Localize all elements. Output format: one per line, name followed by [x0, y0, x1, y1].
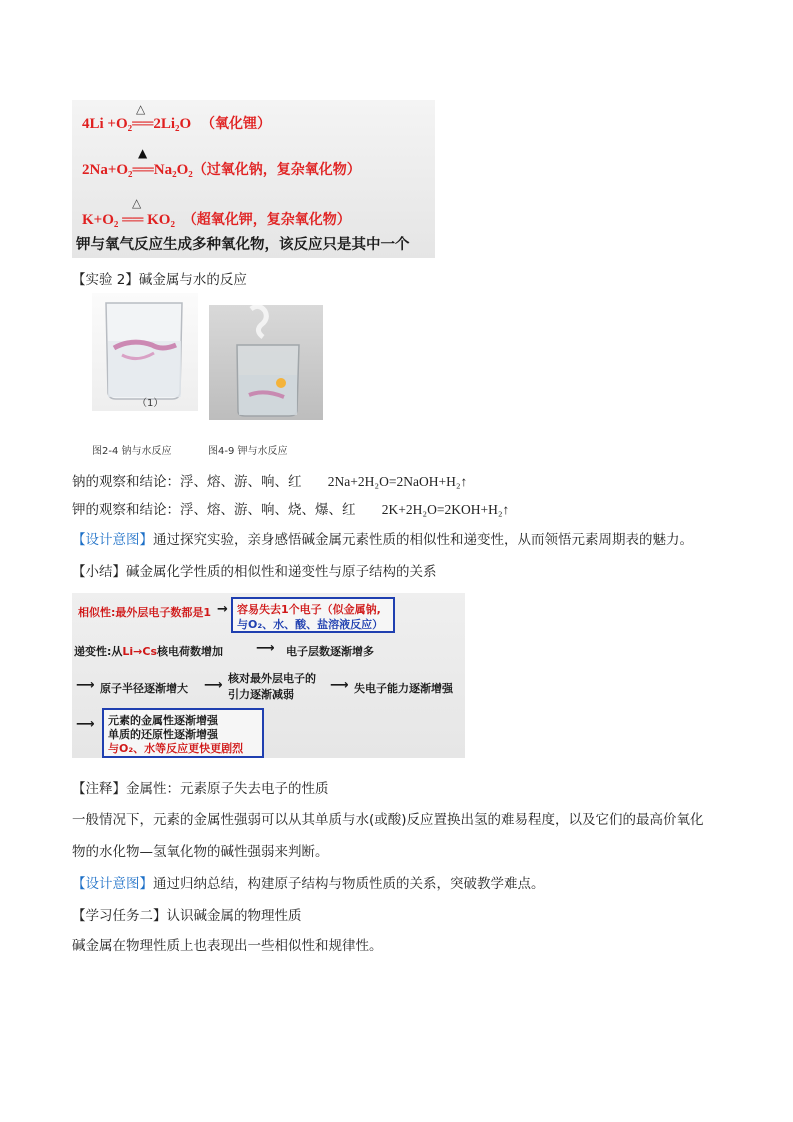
- arrow-right-icon: ⟶: [256, 641, 275, 656]
- note-title: 【注释】金属性：元素原子失去电子的性质: [72, 781, 329, 797]
- potassium-observation: [72, 498, 509, 518]
- sodium-equation: 2Na+2H₂O=2NaOH+H₂↑: [327, 474, 468, 489]
- similarity-box: [231, 597, 395, 633]
- gradient-label-elements: Li→Cs: [122, 645, 158, 658]
- design-intent-label: 【设计意图】: [72, 532, 153, 548]
- photo-1-caption: 图2-4 钠与水反应: [92, 446, 172, 457]
- task-2-title: 【学习任务二】认识碱金属的物理性质: [72, 908, 302, 924]
- heat-triangle-icon: △: [132, 196, 142, 210]
- potassium-water-photo: [209, 305, 323, 420]
- photo-1-label: （1）: [137, 398, 164, 409]
- photo-2-caption: 图4-9 钾与水反应: [208, 446, 288, 457]
- equation-lithium-formula: 4Li +O₂══2Li₂O: [82, 116, 192, 132]
- equation-potassium: [82, 209, 351, 229]
- nuclear-attraction-line1: 核对最外层电子的: [228, 672, 316, 685]
- design-intent-2: [72, 872, 545, 892]
- experiment-2-title: 【实验 2】碱金属与水的反应: [72, 272, 247, 288]
- summary-diagram: [72, 593, 465, 758]
- paragraph-line-1: 一般情况下，元素的金属性强弱可以从其单质与水(或酸)反应置换出氢的难易程度，以及它们的最高价氧化: [72, 812, 704, 828]
- gradient-label-suffix: 核电荷数增加: [157, 645, 224, 658]
- result-box: [102, 708, 264, 758]
- equation-lithium-note: （氧化锂）: [200, 116, 271, 132]
- task-2-text: 碱金属在物理性质上也表现出一些相似性和规律性。: [72, 938, 383, 954]
- design-intent-label: 【设计意图】: [72, 876, 153, 892]
- design-intent-text: 通过探究实验，亲身感悟碱金属元素性质的相似性和递变性，从而领悟元素周期表的魅力。: [153, 532, 693, 548]
- equation-potassium-formula: K+O₂ ══ KO₂: [82, 212, 175, 228]
- similarity-box-line1: 容易失去1个电子（似金属钠,: [237, 603, 381, 616]
- equation-sodium: [82, 159, 361, 179]
- equation-lithium: [82, 113, 271, 133]
- heat-filled-triangle-icon: ▲: [138, 146, 148, 160]
- arrow-right-icon: ⟶: [76, 717, 95, 732]
- similarity-label: 相似性:最外层电子数都是1: [78, 606, 212, 619]
- arrow-right-icon: ⟶: [330, 678, 349, 693]
- metallic-increase: 元素的金属性逐渐增强: [108, 714, 218, 727]
- reaction-equations-image: [72, 100, 435, 258]
- nuclear-attraction-line2: 引力逐渐减弱: [228, 688, 294, 701]
- potassium-equation: 2K+2H₂O=2KOH+H₂↑: [381, 502, 510, 517]
- arrow-right-icon: →: [217, 602, 228, 617]
- arrow-right-icon: ⟶: [76, 678, 95, 693]
- equation-sodium-formula: 2Na+O₂══Na₂O₂: [82, 162, 193, 178]
- atomic-radius-increase: 原子半径逐渐增大: [100, 682, 188, 695]
- heat-triangle-icon: △: [136, 102, 146, 116]
- sodium-water-photo: [92, 293, 198, 411]
- reducibility-increase: 单质的还原性逐渐增强: [108, 728, 218, 741]
- equation-potassium-note: （超氧化钾，复杂氧化物）: [182, 212, 351, 228]
- reaction-faster: 与O₂、水等反应更快更剧烈: [108, 742, 244, 755]
- beaker-icon: [209, 305, 323, 420]
- gradient-label: [74, 643, 223, 659]
- potassium-observation-text: 钾的观察和结论：浮、熔、游、响、烧、爆、红: [72, 502, 356, 518]
- sodium-observation: [72, 470, 467, 490]
- electron-loss-increase: 失电子能力逐渐增强: [354, 682, 453, 695]
- arrow-right-icon: ⟶: [204, 678, 223, 693]
- sodium-observation-text: 钠的观察和结论：浮、熔、游、响、红: [72, 474, 302, 490]
- reaction-caption: 钾与氧气反应生成多种氧化物，该反应只是其中一个: [76, 237, 410, 253]
- design-intent-text: 通过归纳总结，构建原子结构与物质性质的关系，突破教学难点。: [153, 876, 545, 892]
- gradient-result: 电子层数逐渐增多: [286, 645, 374, 658]
- equation-sodium-note: （过氧化钠，复杂氧化物）: [192, 162, 361, 178]
- design-intent-1: [72, 528, 693, 548]
- summary-title: 【小结】碱金属化学性质的相似性和递变性与原子结构的关系: [72, 564, 437, 580]
- paragraph-line-2: 物的水化物—氢氧化物的碱性强弱来判断。: [72, 844, 329, 860]
- similarity-box-line2: 与O₂、水、酸、盐溶液反应）: [237, 618, 384, 631]
- gradient-label-prefix: 递变性:从: [74, 645, 123, 658]
